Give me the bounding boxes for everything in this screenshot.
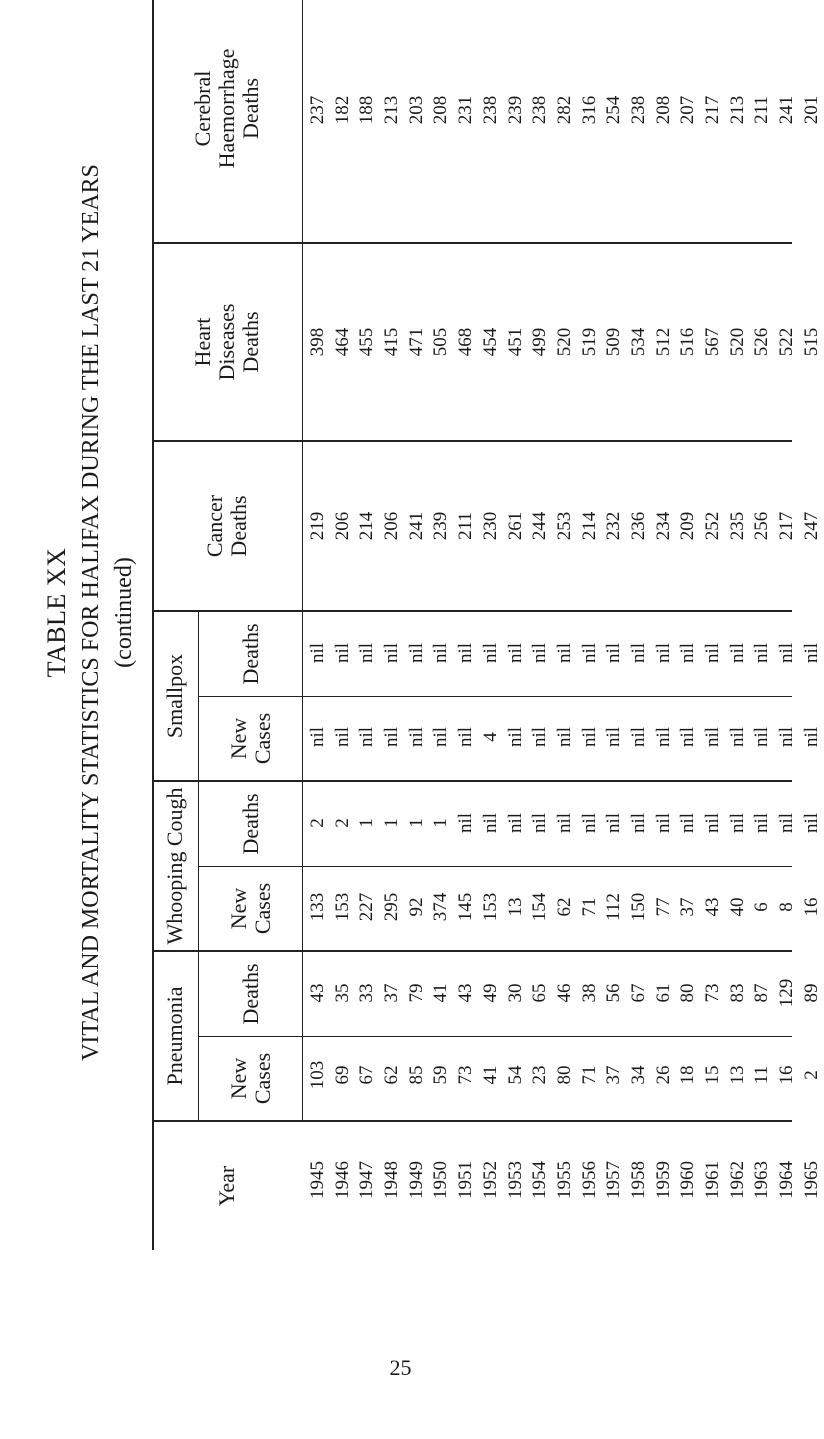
pn_deaths-cell: 33 [356,983,378,1003]
cancer-cell: 247 [800,511,822,541]
wc_new-cell: 62 [553,897,575,917]
year-cell: 1955 [553,1161,575,1199]
year-cell: 1960 [677,1161,699,1199]
header-whooping-deaths: Deaths [238,793,263,855]
pn_deaths-cell: 83 [726,983,748,1003]
cancer-cell: 214 [356,511,378,541]
pn_deaths-cell: 80 [677,983,699,1003]
wc_new-cell: 154 [529,892,551,922]
smallpox-new-cases-column [306,712,824,762]
wc_new-cell: 16 [800,897,822,917]
heart-cell: 454 [479,327,501,357]
pn_deaths-cell: 35 [331,983,353,1003]
heart-cell: 522 [776,327,798,357]
cancer-cell: 209 [677,511,699,541]
pn_deaths-cell: 129 [776,978,798,1008]
rotated-table-page [20,0,822,1250]
cerebral-cell: 241 [776,95,798,125]
cancer-cell: 234 [652,511,674,541]
heart-cell: 512 [652,327,674,357]
pn_new-cell: 15 [702,1065,723,1085]
header-whooping-cough: Whooping Cough [162,787,187,945]
heart-cell: 526 [751,327,773,357]
sp_new-cell: 4 [479,732,501,742]
pn_deaths-cell: 38 [578,983,600,1003]
pn_deaths-cell: 79 [405,983,427,1003]
wc_deaths-cell: nil [578,812,600,834]
sp_deaths-cell: nil [751,642,773,664]
header-smallpox-deaths: Deaths [238,623,263,685]
header-heart-diseases-deaths: Heart Diseases Deaths [190,303,263,381]
cerebral-cell: 203 [405,95,427,125]
cerebral-cell: 208 [652,95,674,125]
cerebral-deaths-column [306,80,824,140]
wc_new-cell: 8 [776,902,798,912]
sp_new-cell: nil [381,726,403,748]
pn_deaths-cell: 87 [751,983,773,1003]
sp_new-cell: nil [776,726,798,748]
header-smallpox: Smallpox [162,653,187,739]
sp_deaths-cell: nil [455,642,477,664]
wc_new-cell: 71 [578,897,600,917]
pn_new-cell: 69 [331,1065,353,1085]
wc_new-cell: 227 [356,892,378,922]
cancer-cell: 253 [553,511,575,541]
cerebral-cell: 238 [479,95,501,125]
pn_new-cell: 62 [381,1065,403,1085]
year-cell: 1959 [652,1161,674,1199]
cerebral-cell: 188 [356,95,378,125]
pn_new-cell: 67 [356,1065,378,1085]
heart-cell: 398 [307,327,328,357]
cancer-cell: 261 [504,511,526,541]
pn_deaths-cell: 43 [307,983,328,1003]
pn_new-cell: 2 [800,1070,822,1080]
sp_new-cell: nil [529,726,551,748]
year-cell: 1958 [627,1161,649,1199]
wc_new-cell: 133 [307,892,328,922]
heart-cell: 468 [455,327,477,357]
year-cell: 1948 [381,1161,403,1199]
cancer-cell: 241 [405,511,427,541]
wc_new-cell: 145 [455,892,477,922]
pn_new-cell: 13 [726,1065,748,1085]
pn_new-cell: 80 [553,1065,575,1085]
sp_new-cell: nil [726,726,748,748]
sp_deaths-cell: nil [726,642,748,664]
pn_deaths-cell: 43 [455,983,477,1003]
wc_deaths-cell: 1 [381,818,403,828]
cerebral-cell: 231 [455,95,477,125]
heart-cell: 471 [405,327,427,357]
cerebral-cell: 182 [331,95,353,125]
cerebral-cell: 208 [430,95,452,125]
sp_deaths-cell: nil [479,642,501,664]
wc_new-cell: 13 [504,897,526,917]
year-cell: 1947 [356,1161,378,1199]
wc_new-cell: 6 [751,902,773,912]
smallpox-deaths-column [306,628,824,678]
sp_deaths-cell: nil [504,642,526,664]
cancer-cell: 211 [455,512,477,540]
wc_deaths-cell: nil [652,812,674,834]
year-cell: 1949 [405,1161,427,1199]
whooping-deaths-column [306,798,824,848]
wc_deaths-cell: nil [800,812,822,834]
wc_deaths-cell: nil [677,812,699,834]
cerebral-cell: 211 [751,96,773,124]
cancer-cell: 232 [603,511,625,541]
cancer-cell: 206 [331,511,353,541]
sp_deaths-cell: nil [405,642,427,664]
year-column [306,1150,824,1210]
cerebral-cell: 238 [627,95,649,125]
pneumonia-deaths-column [306,968,824,1018]
table-label: TABLE XX [42,547,71,678]
header-cerebral-haemorrhage-deaths: Cerebral Haemorrhage Deaths [190,48,263,169]
pn_deaths-cell: 30 [504,983,526,1003]
cerebral-cell: 213 [726,95,748,125]
wc_deaths-cell: 2 [307,818,328,828]
year-cell: 1951 [455,1161,477,1199]
header-pneumonia-new-cases: New Cases [226,1052,275,1105]
sp_new-cell: nil [405,726,427,748]
wc_deaths-cell: 1 [356,818,378,828]
pn_new-cell: 16 [776,1065,798,1085]
table-subtitle: (continued) [111,557,137,668]
year-cell: 1956 [578,1161,600,1199]
header-pneumonia: Pneumonia [162,986,187,1086]
sp_new-cell: nil [578,726,600,748]
heart-cell: 515 [800,327,822,357]
whooping-new-cases-column [306,882,824,932]
year-cell: 1950 [430,1161,452,1199]
wc_deaths-cell: 1 [405,818,427,828]
year-cell: 1957 [603,1161,625,1199]
header-pneumonia-deaths: Deaths [238,963,263,1025]
sp_new-cell: nil [800,726,822,748]
year-cell: 1961 [702,1161,723,1199]
pneumonia-new-cases-column [306,1050,824,1100]
year-cell: 1945 [307,1161,328,1199]
sp_new-cell: nil [307,726,328,748]
wc_deaths-cell: nil [479,812,501,834]
cerebral-cell: 213 [381,95,403,125]
wc_deaths-cell: nil [553,812,575,834]
sp_deaths-cell: nil [603,642,625,664]
wc_deaths-cell: nil [726,812,748,834]
pn_deaths-cell: 41 [430,983,452,1003]
sp_deaths-cell: nil [529,642,551,664]
sp_deaths-cell: nil [356,642,378,664]
table-title-text: VITAL AND MORTALITY STATISTICS FOR HALIFAX DURING THE LAST 21 YEARS [78,164,104,1061]
wc_deaths-cell: nil [455,812,477,834]
heart-cell: 464 [331,327,353,357]
cancer-deaths-column [306,496,824,556]
sp_new-cell: nil [627,726,649,748]
sp_new-cell: nil [677,726,699,748]
pn_new-cell: 59 [430,1065,452,1085]
heart-cell: 455 [356,327,378,357]
cancer-cell: 244 [529,511,551,541]
heart-cell: 534 [627,327,649,357]
wc_deaths-cell: nil [603,812,625,834]
cerebral-cell: 237 [307,95,328,125]
sp_new-cell: nil [751,726,773,748]
cancer-cell: 214 [578,511,600,541]
heart-cell: 505 [430,327,452,357]
cancer-cell: 217 [776,511,798,541]
sp_new-cell: nil [652,726,674,748]
wc_new-cell: 150 [627,892,649,922]
sp_new-cell: nil [331,726,353,748]
cancer-cell: 236 [627,511,649,541]
sp_new-cell: nil [553,726,575,748]
wc_deaths-cell: nil [627,812,649,834]
year-cell: 1946 [331,1161,353,1199]
header-smallpox-new-cases: New Cases [226,712,275,765]
wc_new-cell: 153 [331,892,353,922]
wc_deaths-cell: nil [702,812,723,834]
wc_new-cell: 112 [603,893,625,921]
wc_new-cell: 374 [430,892,452,922]
year-cell: 1964 [776,1161,798,1199]
wc_new-cell: 37 [677,897,699,917]
table-title [77,0,105,1250]
cancer-cell: 235 [726,511,748,541]
cerebral-cell: 217 [702,95,723,125]
wc_new-cell: 40 [726,897,748,917]
header-cancer-deaths: Cancer Deaths [202,494,251,558]
heart-cell: 516 [677,327,699,357]
header-year: Year [214,1165,239,1207]
cerebral-cell: 239 [504,95,526,125]
page-number: 25 [389,1355,412,1380]
sp_deaths-cell: nil [627,642,649,664]
heart-cell: 567 [702,327,723,357]
sp_new-cell: nil [455,726,477,748]
sp_deaths-cell: nil [553,642,575,664]
sp_deaths-cell: nil [702,642,723,664]
year-cell: 1953 [504,1161,526,1199]
wc_deaths-cell: nil [751,812,773,834]
sp_deaths-cell: nil [307,642,328,664]
wc_new-cell: 92 [405,897,427,917]
pn_deaths-cell: 61 [652,983,674,1003]
cancer-cell: 230 [479,511,501,541]
pn_deaths-cell: 73 [702,983,723,1003]
heart-deaths-column [306,312,824,372]
cancer-cell: 239 [430,511,452,541]
cerebral-cell: 254 [603,95,625,125]
pn_new-cell: 23 [529,1065,551,1085]
sp_deaths-cell: nil [430,642,452,664]
cerebral-cell: 207 [677,95,699,125]
heart-cell: 499 [529,327,551,357]
pn_deaths-cell: 56 [603,983,625,1003]
heart-cell: 520 [553,327,575,357]
pn_new-cell: 26 [652,1065,674,1085]
pn_deaths-cell: 89 [800,983,822,1003]
cerebral-cell: 282 [553,95,575,125]
year-cell: 1965 [800,1161,822,1199]
sp_deaths-cell: nil [578,642,600,664]
sp_deaths-cell: nil [652,642,674,664]
sp_deaths-cell: nil [800,642,822,664]
sp_new-cell: nil [702,726,723,748]
heart-cell: 415 [381,327,403,357]
year-cell: 1962 [726,1161,748,1199]
cerebral-cell: 238 [529,95,551,125]
wc_deaths-cell: 1 [430,818,452,828]
heart-cell: 509 [603,327,625,357]
pn_new-cell: 73 [455,1065,477,1085]
wc_new-cell: 43 [702,897,723,917]
cancer-cell: 206 [381,511,403,541]
sp_deaths-cell: nil [331,642,353,664]
sp_deaths-cell: nil [677,642,699,664]
wc_deaths-cell: nil [504,812,526,834]
heart-cell: 519 [578,327,600,357]
header-bottom-rule [302,0,303,1120]
group-header-rule [198,610,199,1120]
pn_deaths-cell: 49 [479,983,501,1003]
sp_new-cell: nil [430,726,452,748]
year-cell: 1963 [751,1161,773,1199]
heart-cell: 451 [504,327,526,357]
pn_new-cell: 85 [405,1065,427,1085]
pn_new-cell: 71 [578,1065,600,1085]
cancer-cell: 252 [702,511,723,541]
cerebral-cell: 201 [800,95,822,125]
pn_deaths-cell: 46 [553,983,575,1003]
sp_deaths-cell: nil [381,642,403,664]
wc_deaths-cell: 2 [331,818,353,828]
pn_new-cell: 37 [603,1065,625,1085]
wc_new-cell: 77 [652,897,674,917]
pn_deaths-cell: 67 [627,983,649,1003]
year-cell: 1952 [479,1161,501,1199]
header-whooping-new-cases: New Cases [226,882,275,935]
heart-cell: 520 [726,327,748,357]
wc_new-cell: 153 [479,892,501,922]
pn_new-cell: 11 [751,1065,773,1085]
sp_new-cell: nil [603,726,625,748]
sp_new-cell: nil [504,726,526,748]
pn_new-cell: 54 [504,1065,526,1085]
pn_new-cell: 41 [479,1065,501,1085]
cancer-cell: 256 [751,511,773,541]
pn_deaths-cell: 65 [529,983,551,1003]
pn_new-cell: 18 [677,1065,699,1085]
pn_new-cell: 103 [307,1060,328,1090]
pn_new-cell: 34 [627,1065,649,1085]
cancer-cell: 219 [307,511,328,541]
sp_new-cell: nil [356,726,378,748]
wc_deaths-cell: nil [529,812,551,834]
wc_new-cell: 295 [381,892,403,922]
sp_deaths-cell: nil [776,642,798,664]
year-cell: 1954 [529,1161,551,1199]
wc_deaths-cell: nil [776,812,798,834]
pn_deaths-cell: 37 [381,983,403,1003]
cerebral-cell: 316 [578,95,600,125]
